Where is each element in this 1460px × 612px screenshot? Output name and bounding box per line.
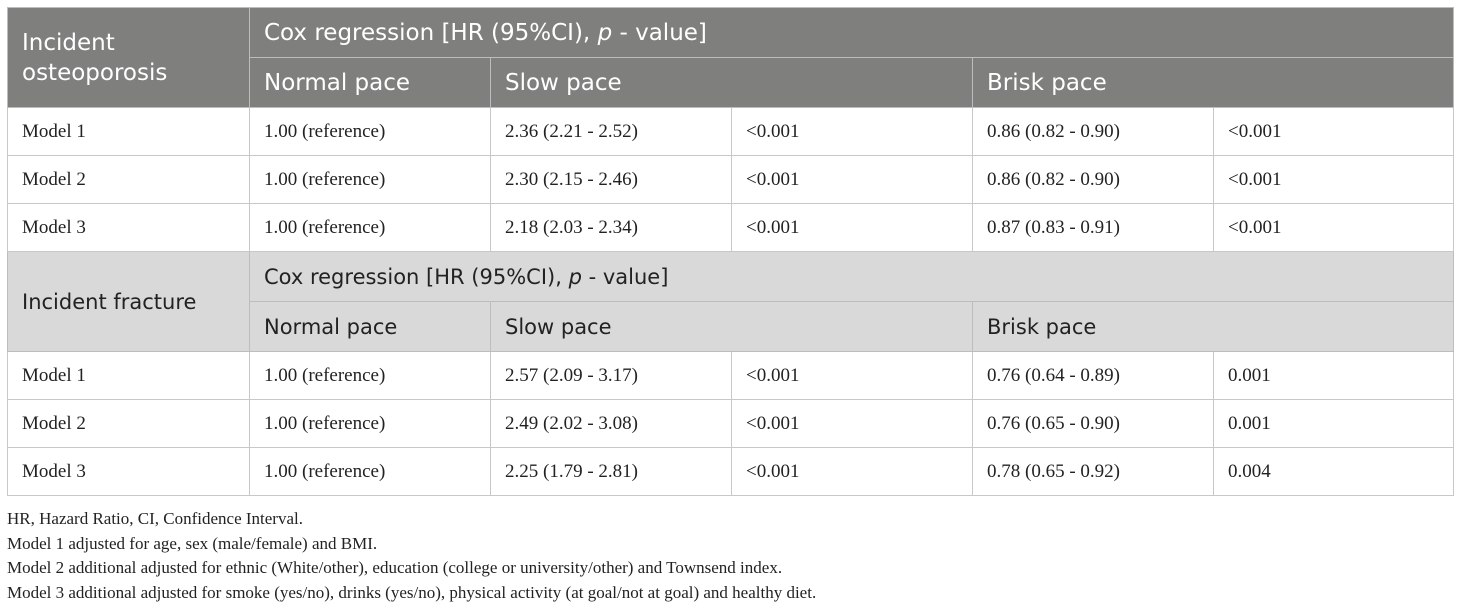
- table-footnotes: [7, 507, 816, 605]
- model-cell: Model 2: [8, 156, 250, 204]
- brisk-p-cell: 0.001: [1214, 352, 1454, 400]
- normal-pace-header: Normal pace: [250, 58, 491, 108]
- brisk-hr-cell: 0.78 (0.65 - 0.92): [973, 448, 1214, 496]
- outcome-label: Incident fracture: [8, 252, 250, 352]
- normal-hr-cell: 1.00 (reference): [250, 204, 491, 252]
- normal-hr-cell: 1.00 (reference): [250, 108, 491, 156]
- results-table-container: [7, 7, 1454, 496]
- footnote: Model 2 additional adjusted for ethnic (White/other), education (college or university/other) and Townsend index.: [7, 558, 783, 577]
- cox-regression-header: Cox regression [HR (95%CI), p - value]: [250, 252, 1454, 302]
- brisk-pace-header: Brisk pace: [973, 58, 1454, 108]
- slow-hr-cell: 2.49 (2.02 - 3.08): [491, 400, 732, 448]
- slow-pace-header: Slow pace: [491, 302, 973, 352]
- normal-hr-cell: 1.00 (reference): [250, 400, 491, 448]
- table-row: [8, 156, 1454, 204]
- slow-p-cell: <0.001: [732, 204, 973, 252]
- table-row: [8, 108, 1454, 156]
- slow-p-cell: <0.001: [732, 400, 973, 448]
- section-header-row: [8, 252, 1454, 302]
- slow-hr-cell: 2.36 (2.21 - 2.52): [491, 108, 732, 156]
- slow-pace-header: Slow pace: [491, 58, 973, 108]
- model-cell: Model 1: [8, 352, 250, 400]
- slow-hr-cell: 2.18 (2.03 - 2.34): [491, 204, 732, 252]
- cox-regression-header: Cox regression [HR (95%CI), p - value]: [250, 8, 1454, 58]
- brisk-p-cell: <0.001: [1214, 156, 1454, 204]
- brisk-p-cell: <0.001: [1214, 204, 1454, 252]
- normal-hr-cell: 1.00 (reference): [250, 448, 491, 496]
- model-cell: Model 2: [8, 400, 250, 448]
- brisk-hr-cell: 0.87 (0.83 - 0.91): [973, 204, 1214, 252]
- slow-hr-cell: 2.57 (2.09 - 3.17): [491, 352, 732, 400]
- table-row: [8, 448, 1454, 496]
- slow-p-cell: <0.001: [732, 108, 973, 156]
- table-row: [8, 352, 1454, 400]
- brisk-hr-cell: 0.86 (0.82 - 0.90): [973, 156, 1214, 204]
- brisk-p-cell: 0.004: [1214, 448, 1454, 496]
- model-cell: Model 3: [8, 204, 250, 252]
- model-cell: Model 1: [8, 108, 250, 156]
- section-header-row: [8, 8, 1454, 58]
- model-cell: Model 3: [8, 448, 250, 496]
- brisk-pace-header: Brisk pace: [973, 302, 1454, 352]
- slow-p-cell: <0.001: [732, 156, 973, 204]
- brisk-p-cell: 0.001: [1214, 400, 1454, 448]
- footnote: Model 3 additional adjusted for smoke (yes/no), drinks (yes/no), physical activity (at goal/not at goal) and healthy diet.: [7, 582, 817, 602]
- slow-p-cell: <0.001: [732, 352, 973, 400]
- normal-pace-header: Normal pace: [250, 302, 491, 352]
- outcome-label: Incident osteoporosis: [8, 8, 250, 108]
- slow-hr-cell: 2.25 (1.79 - 2.81): [491, 448, 732, 496]
- footnote: HR, Hazard Ratio, CI, Confidence Interval.: [7, 509, 303, 528]
- normal-hr-cell: 1.00 (reference): [250, 156, 491, 204]
- slow-hr-cell: 2.30 (2.15 - 2.46): [491, 156, 732, 204]
- cox-regression-table: [7, 7, 1454, 496]
- slow-p-cell: <0.001: [732, 448, 973, 496]
- brisk-hr-cell: 0.76 (0.64 - 0.89): [973, 352, 1214, 400]
- brisk-p-cell: <0.001: [1214, 108, 1454, 156]
- footnote: Model 1 adjusted for age, sex (male/female) and BMI.: [7, 533, 378, 553]
- normal-hr-cell: 1.00 (reference): [250, 352, 491, 400]
- brisk-hr-cell: 0.86 (0.82 - 0.90): [973, 108, 1214, 156]
- table-row: [8, 400, 1454, 448]
- table-row: [8, 204, 1454, 252]
- brisk-hr-cell: 0.76 (0.65 - 0.90): [973, 400, 1214, 448]
